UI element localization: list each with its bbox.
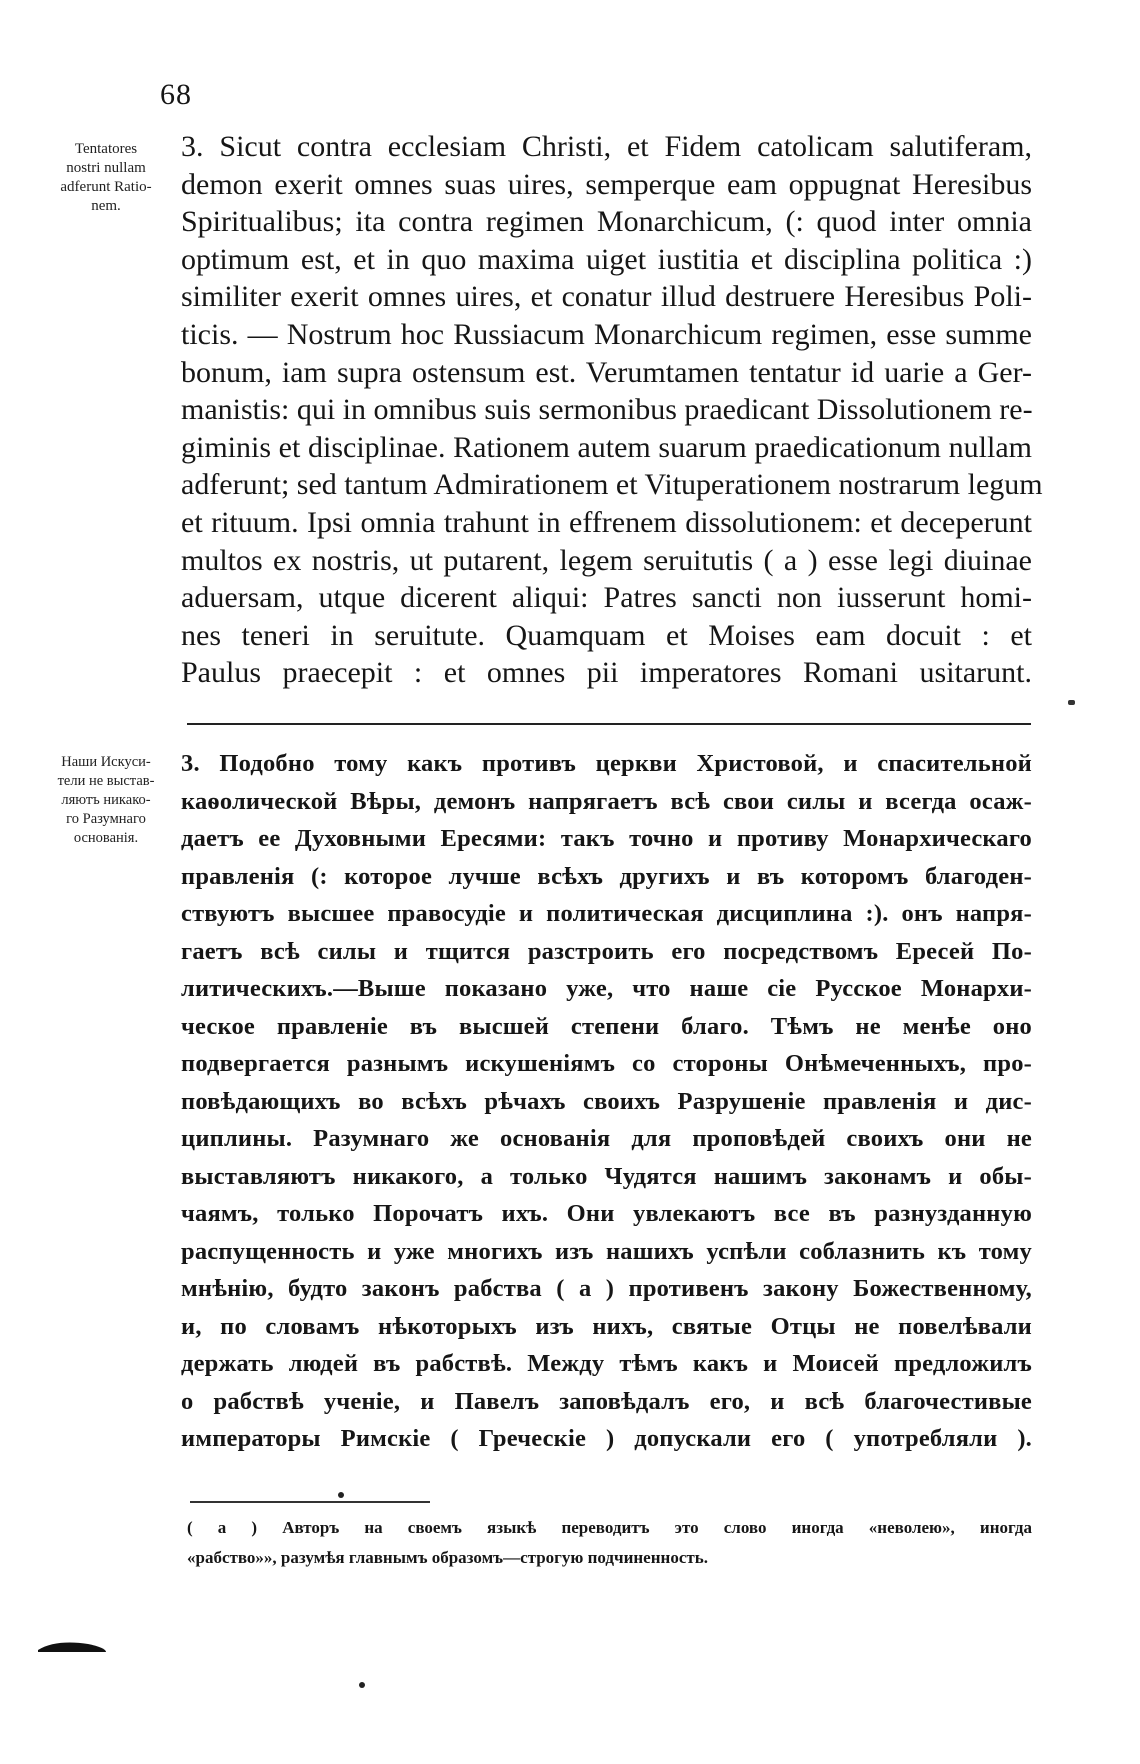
text-line: ческое правленіе въ высшей степени благо. Тѣмъ не менѣе оно [181, 1012, 1032, 1040]
ink-mark [1068, 700, 1075, 705]
margin-note-line: основанія. [73, 830, 139, 846]
text-line: multos ex nostris, ut putarent, legem seruitutis ( a ) esse legi diuinae [181, 543, 1032, 577]
text-line: manistis: qui in omnibus suis sermonibus praedicant Dissolutionem re- [181, 393, 1033, 427]
footnote-line: «рабство»», разумѣя главнымъ образомъ—строгую подчиненность. [187, 1548, 708, 1567]
margin-note-line: Tentatores [74, 141, 138, 157]
text-line: et rituum. Ipsi omnia trahunt in effrenem dissolutionem: et deceperunt [181, 505, 1032, 539]
text-line: правленія (: которое лучше всѣхъ другихъ и въ которомъ благоден- [181, 862, 1032, 890]
section-divider [187, 723, 1031, 725]
margin-note-latin [40, 140, 172, 216]
text-line: ствуютъ высшее правосудіе и политическая дисциплина :). онъ напря- [181, 900, 1032, 927]
text-line: bonum, iam supra ostensum est. Verumtamen tentatur id uarie a Ger- [181, 355, 1032, 389]
text-line: подвергается разнымъ искушеніямъ со стороны Онѣмеченныхъ, про- [181, 1050, 1032, 1077]
ink-mark [338, 1492, 344, 1498]
margin-note-line: Наши Искуси- [61, 754, 151, 770]
margin-note-line: го Разумнаго [66, 811, 146, 827]
text-line: ticis. — Nostrum hoc Russiacum Monarchicum regimen, esse summe [181, 317, 1032, 351]
ink-mark [359, 1682, 365, 1688]
text-line: о рабствѣ ученіе, и Павелъ заповѣдалъ его, и всѣ благочестивые [181, 1387, 1032, 1415]
page-number: 68 [160, 78, 192, 111]
text-line: 3. Sicut contra ecclesiam Christi, et Fidem catolicam salutiferam, [181, 130, 1032, 163]
text-line: similiter exerit omnes uires, et conatur illud destruere Heresibus Poli- [181, 280, 1032, 314]
text-line: распущенность и уже многихъ изъ нашихъ успѣли соблазнить къ тому [181, 1237, 1032, 1265]
text-line: выставляютъ никакого, а только Чудятся нашимъ законамъ и обы- [181, 1162, 1032, 1190]
margin-note-line: nem. [91, 198, 121, 214]
text-line: optimum est, et in quo maxima uiget iustitia et disciplina politica :) [181, 242, 1032, 276]
text-line: Spiritualibus; ita contra regimen Monarchicum, (: quod inter omnia [181, 205, 1032, 239]
text-line: держать людей въ рабствѣ. Между тѣмъ какъ и Моисей предложилъ [181, 1350, 1032, 1377]
text-line: nes teneri in seruitute. Quamquam et Moises eam docuit : et [181, 618, 1032, 652]
footnote-rule [190, 1501, 430, 1503]
margin-note-line: nostri nullam [66, 160, 146, 176]
text-line: мнѣнію, будто законъ рабства ( а ) противенъ закону Божественному, [181, 1275, 1032, 1302]
text-line: циплины. Разумнаго же основанія для проповѣдей своихъ они не [181, 1125, 1032, 1152]
text-line: даетъ ее Духовными Ересями: такъ точно и противу Монархическаго [181, 825, 1032, 852]
text-line: giminis et disciplinae. Rationem autem suarum praedicationum nullam [181, 430, 1032, 464]
text-line: Paulus praecepit : et omnes pii imperatores Romani usitarunt. [181, 656, 1032, 690]
russian-paragraph [181, 745, 1032, 1458]
latin-paragraph [181, 128, 1043, 692]
footnote-line: ( а ) Авторъ на своемъ языкѣ переводитъ это слово иногда «неволею», иногда [187, 1518, 1032, 1537]
ink-smudge [36, 1640, 108, 1654]
text-line: литическихъ.—Выше показано уже, что наше сіе Русское Монархи- [181, 975, 1032, 1002]
margin-note-line: ляютъ никако- [61, 792, 151, 808]
text-line: повѣдающихъ во всѣхъ рѣчахъ своихъ Разрушеніе правленія и дис- [181, 1087, 1032, 1115]
text-line: чаямъ, только Порочатъ ихъ. Они увлекаютъ все въ разнузданную [181, 1200, 1032, 1227]
text-line: гаетъ всѣ силы и тщится разстроить его посредствомъ Ересей По- [181, 937, 1032, 965]
text-line: demon exerit omnes suas uires, semperque eam oppugnat Heresibus [181, 167, 1032, 201]
text-line: каѳолической Вѣры, демонъ напрягаетъ всѣ свои силы и всегда осаж- [181, 787, 1032, 815]
margin-note-russian [40, 753, 172, 848]
footnote [187, 1513, 1032, 1573]
text-line: и, по словамъ нѣкоторыхъ изъ нихъ, святые Отцы не повелѣвали [181, 1312, 1032, 1340]
text-line: 3. Подобно тому какъ противъ церкви Христовой, и спасительной [181, 750, 1032, 777]
text-line: императоры Римскіе ( Греческіе ) допускали его ( употребляли ). [181, 1425, 1032, 1452]
text-line: adferunt; sed tantum Admirationem et Vituperationem nostrarum legum [181, 468, 1043, 502]
margin-note-line: тели не выстав- [57, 773, 155, 789]
margin-note-line: adferunt Ratio- [60, 179, 152, 195]
text-line: aduersam, utque dicerent aliqui: Patres sancti non iusserunt homi- [181, 581, 1032, 615]
